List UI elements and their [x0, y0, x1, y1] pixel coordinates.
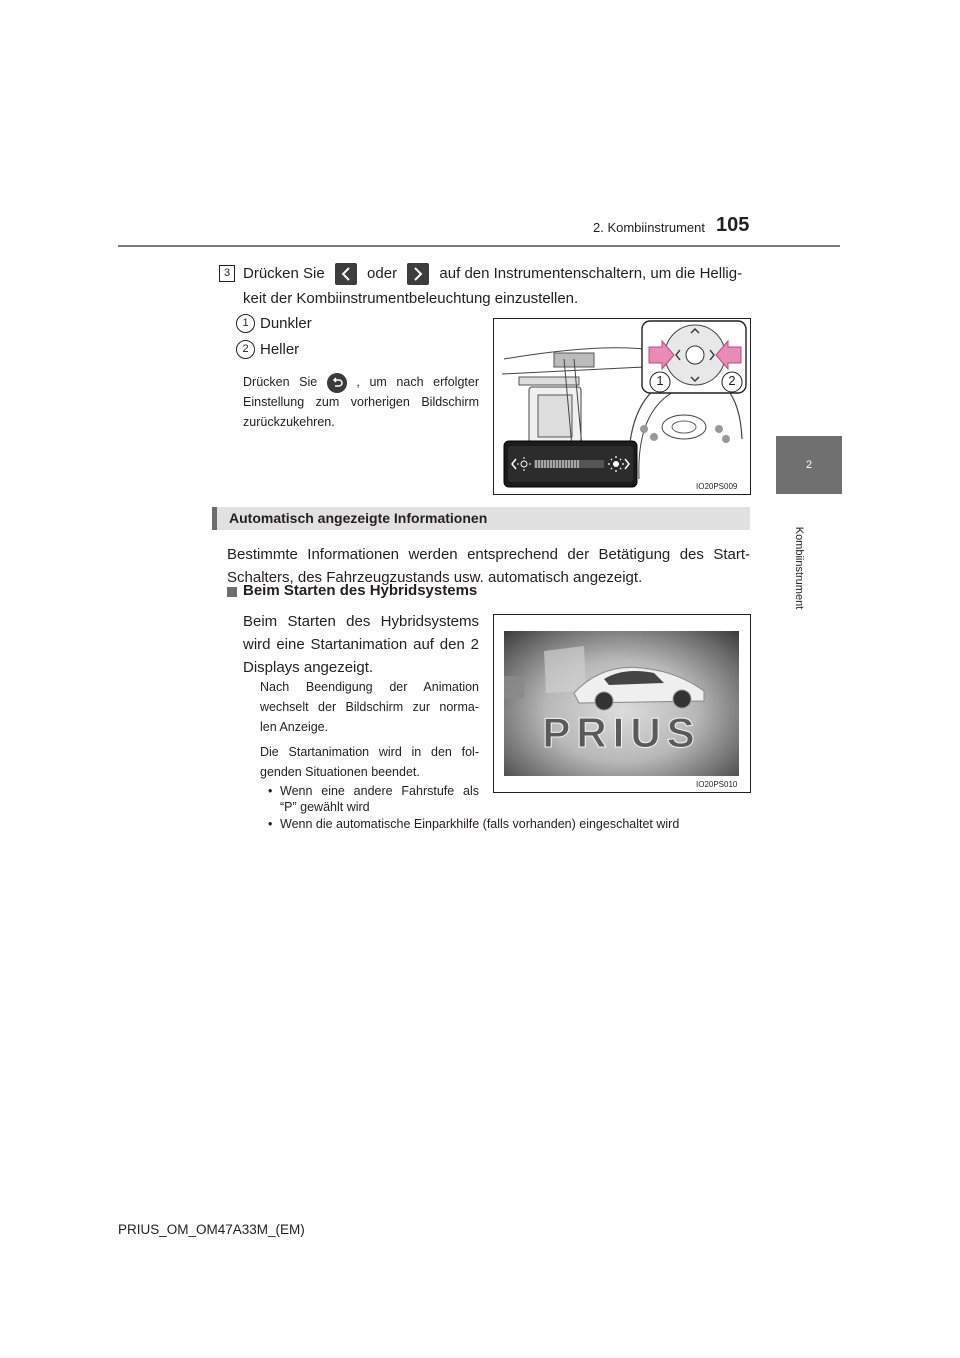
- square-bullet-icon: [227, 587, 237, 597]
- section-heading: Automatisch angezeigte Informationen: [229, 510, 488, 526]
- note1-line1: Nach Beendigung der Animation: [260, 680, 479, 694]
- section-intro-line2: Schalters, des Fahrzeugzustands usw. automatisch angezeigt.: [227, 569, 643, 586]
- item-number-1: 1: [236, 314, 255, 333]
- note2-line1: Die Startanimation wird in den fol-: [260, 745, 479, 759]
- sub-heading: Beim Starten des Hybridsystems: [243, 582, 478, 599]
- chevron-left-icon: [335, 263, 357, 285]
- figure-start-animation: [493, 614, 751, 793]
- back-button-icon: [327, 373, 347, 393]
- para-line2: wird eine Startanimation auf den 2: [243, 636, 479, 653]
- animation-screen: [504, 631, 739, 776]
- note-line3: zurückzukehren.: [243, 415, 335, 429]
- bullet1-line1: Wenn eine andere Fahrstufe als: [280, 784, 479, 798]
- item-number-2: 2: [236, 340, 255, 359]
- item-label-heller: Heller: [260, 341, 300, 358]
- note2-line2: genden Situationen beendet.: [260, 765, 420, 779]
- chevron-right-icon: [407, 263, 429, 285]
- header-rule: [118, 245, 840, 247]
- figure2-code: IO20PS010: [696, 780, 738, 789]
- section-intro-line1: Bestimmte Informationen werden entsprechend der Betätigung des Start-: [227, 546, 750, 563]
- para-line1: Beim Starten des Hybridsystems: [243, 613, 479, 630]
- step3-line2: keit der Kombiinstrumentbeleuchtung einzustellen.: [243, 290, 579, 307]
- bullet2-text: Wenn die automatische Einparkhilfe (falls vorhanden) eingeschaltet wird: [280, 817, 680, 831]
- chapter-tab-label: Kombiinstrument: [793, 526, 805, 610]
- bullet-dot-1: •: [268, 784, 273, 798]
- item-label-dunkler: Dunkler: [260, 315, 312, 332]
- note-line2: Einstellung zum vorherigen Bildschirm: [243, 395, 479, 409]
- footer-doc-id: PRIUS_OM_OM47A33M_(EM): [118, 1222, 305, 1237]
- running-header-section: 2. Kombiinstrument: [593, 220, 705, 235]
- note-line1: Drücken Sie , um nach erfolgter: [243, 372, 479, 393]
- para-line3: Displays angezeigt.: [243, 659, 374, 676]
- bullet-dot-2: •: [268, 817, 273, 831]
- prius-logo-text: PRIUS: [542, 709, 701, 756]
- note1-line2: wechselt der Bildschirm zur norma-: [260, 700, 479, 714]
- step3-line1: Drücken Sie oder auf den Instrumentenschaltern, um die Hellig-: [243, 262, 750, 285]
- figure-steering-switch: [493, 318, 751, 495]
- bullet1-line2: “P” gewählt wird: [280, 800, 370, 814]
- note1-line3: len Anzeige.: [260, 720, 329, 734]
- step-number-box: 3: [219, 265, 235, 282]
- section-heading-bar: [212, 507, 750, 530]
- chapter-tab: 2: [776, 436, 842, 494]
- figure1-callout-1: 1: [656, 373, 664, 388]
- figure1-callout-2: 2: [728, 373, 736, 388]
- page-number: 105: [716, 214, 750, 236]
- figure1-code: IO20PS009: [696, 482, 738, 491]
